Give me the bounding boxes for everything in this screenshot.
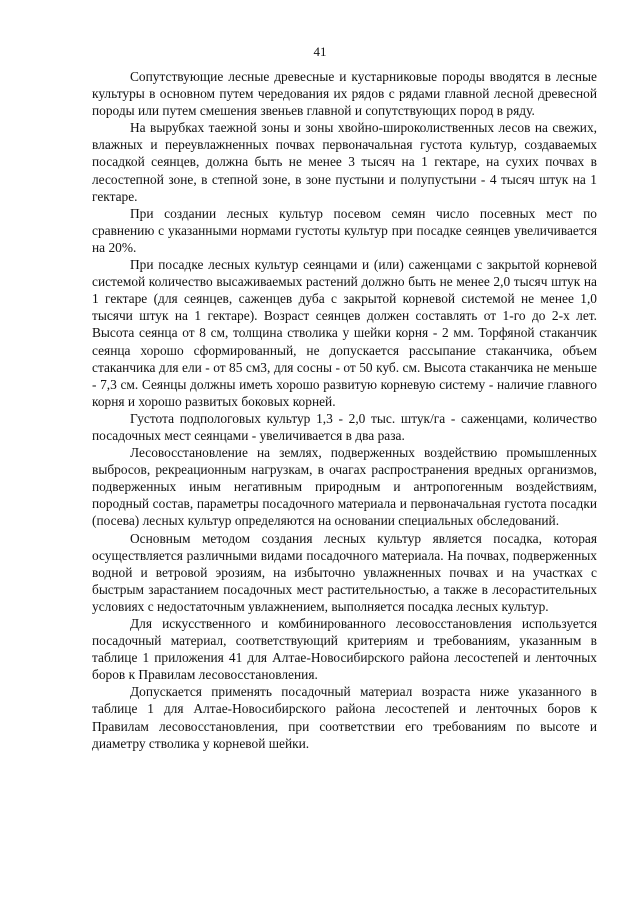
paragraph-1: Сопутствующие лесные древесные и кустарниковые породы вводятся в лесные культуры в основном путем чередования их рядов с рядами главной лесной древесной породы или путем смешения звеньев главной и сопутствующих пород в ряду. bbox=[92, 69, 597, 119]
document-body bbox=[92, 68, 597, 752]
paragraph-5: Густота подпологовых культур 1,3 - 2,0 тыс. штук/га - саженцами, количество посадочных мест сеянцами - увеличивается в два раза. bbox=[92, 410, 597, 443]
paragraph-8: Для искусственного и комбинированного лесовосстановления используется посадочный материал, соответствующий критериям и требованиям, указанным в таблице 1 приложения 41 для Алтае-Новосибирского района лесостепей и ленточных боров к Правилам лесовосстановления. bbox=[92, 616, 597, 683]
paragraph-2: На вырубках таежной зоны и зоны хвойно-широколиственных лесов на свежих, влажных и переувлажненных почвах первоначальная густота культур, создаваемых посадкой сеянцев, должна быть не менее 3 тысяч на 1 гектаре, на сухих почвах в лесостепной зоне, в степной зоне, в зоне пустыни и полупустыни - 4 тысяч штук на 1 гектаре. bbox=[92, 120, 597, 204]
paragraph-6: Лесовосстановление на землях, подверженных воздействию промышленных выбросов, рекреационным нагрузкам, в очагах распространения вредных организмов, подверженных иным негативным природным и антропогенным воздействиям, породный состав, параметры посадочного материала и первоначальная густота посадки (посева) лесных культур определяются на основании специальных обследований. bbox=[92, 445, 597, 529]
paragraph-7: Основным методом создания лесных культур является посадка, которая осуществляется различными видами посадочного материала. На почвах, подверженных водной и ветровой эрозиям, на избыточно увлажненных почвах и на участках с быстрым зарастанием посадочных мест растительностью, а также в лесорастительных условиях с недостаточным увлажнением, выполняется посадка лесных культур. bbox=[92, 530, 597, 614]
page-number: 41 bbox=[313, 44, 327, 59]
paragraph-4: При посадке лесных культур сеянцами и (или) саженцами с закрытой корневой системой количество высаживаемых растений должно быть не менее 2,0 тысяч штук на 1 гектаре (для сеянцев, саженцев дуба с закрытой корневой системой не менее 1,0 тысячи штук на 1 гектаре). Возраст сеянцев должен составлять от 1-го до 2-х лет. Высота сеянца от 8 см, толщина стволика у шейки корня - 2 мм. Торфяной стаканчик сеянца хорошо сформированный, не допускается рассыпание стаканчика, объем стаканчика для ели - от 85 см3, для сосны - от 50 куб. см. Высота стаканчика не меньше - 7,3 см. Сеянцы должны иметь хорошо развитую корневую систему - наличие главного корня и хорошо развитых боковых корней. bbox=[92, 257, 597, 409]
paragraph-3: При создании лесных культур посевом семян число посевных мест по сравнению с указанными нормами густоты культур при посадке сеянцев увеличивается на 20%. bbox=[92, 205, 597, 255]
paragraph-9: Допускается применять посадочный материал возраста ниже указанного в таблице 1 для Алтае-Новосибирского района лесостепей и ленточных боров к Правилам лесовосстановления, при соответствии его требованиям по высоте и диаметру стволика у корневой шейки. bbox=[92, 684, 597, 751]
